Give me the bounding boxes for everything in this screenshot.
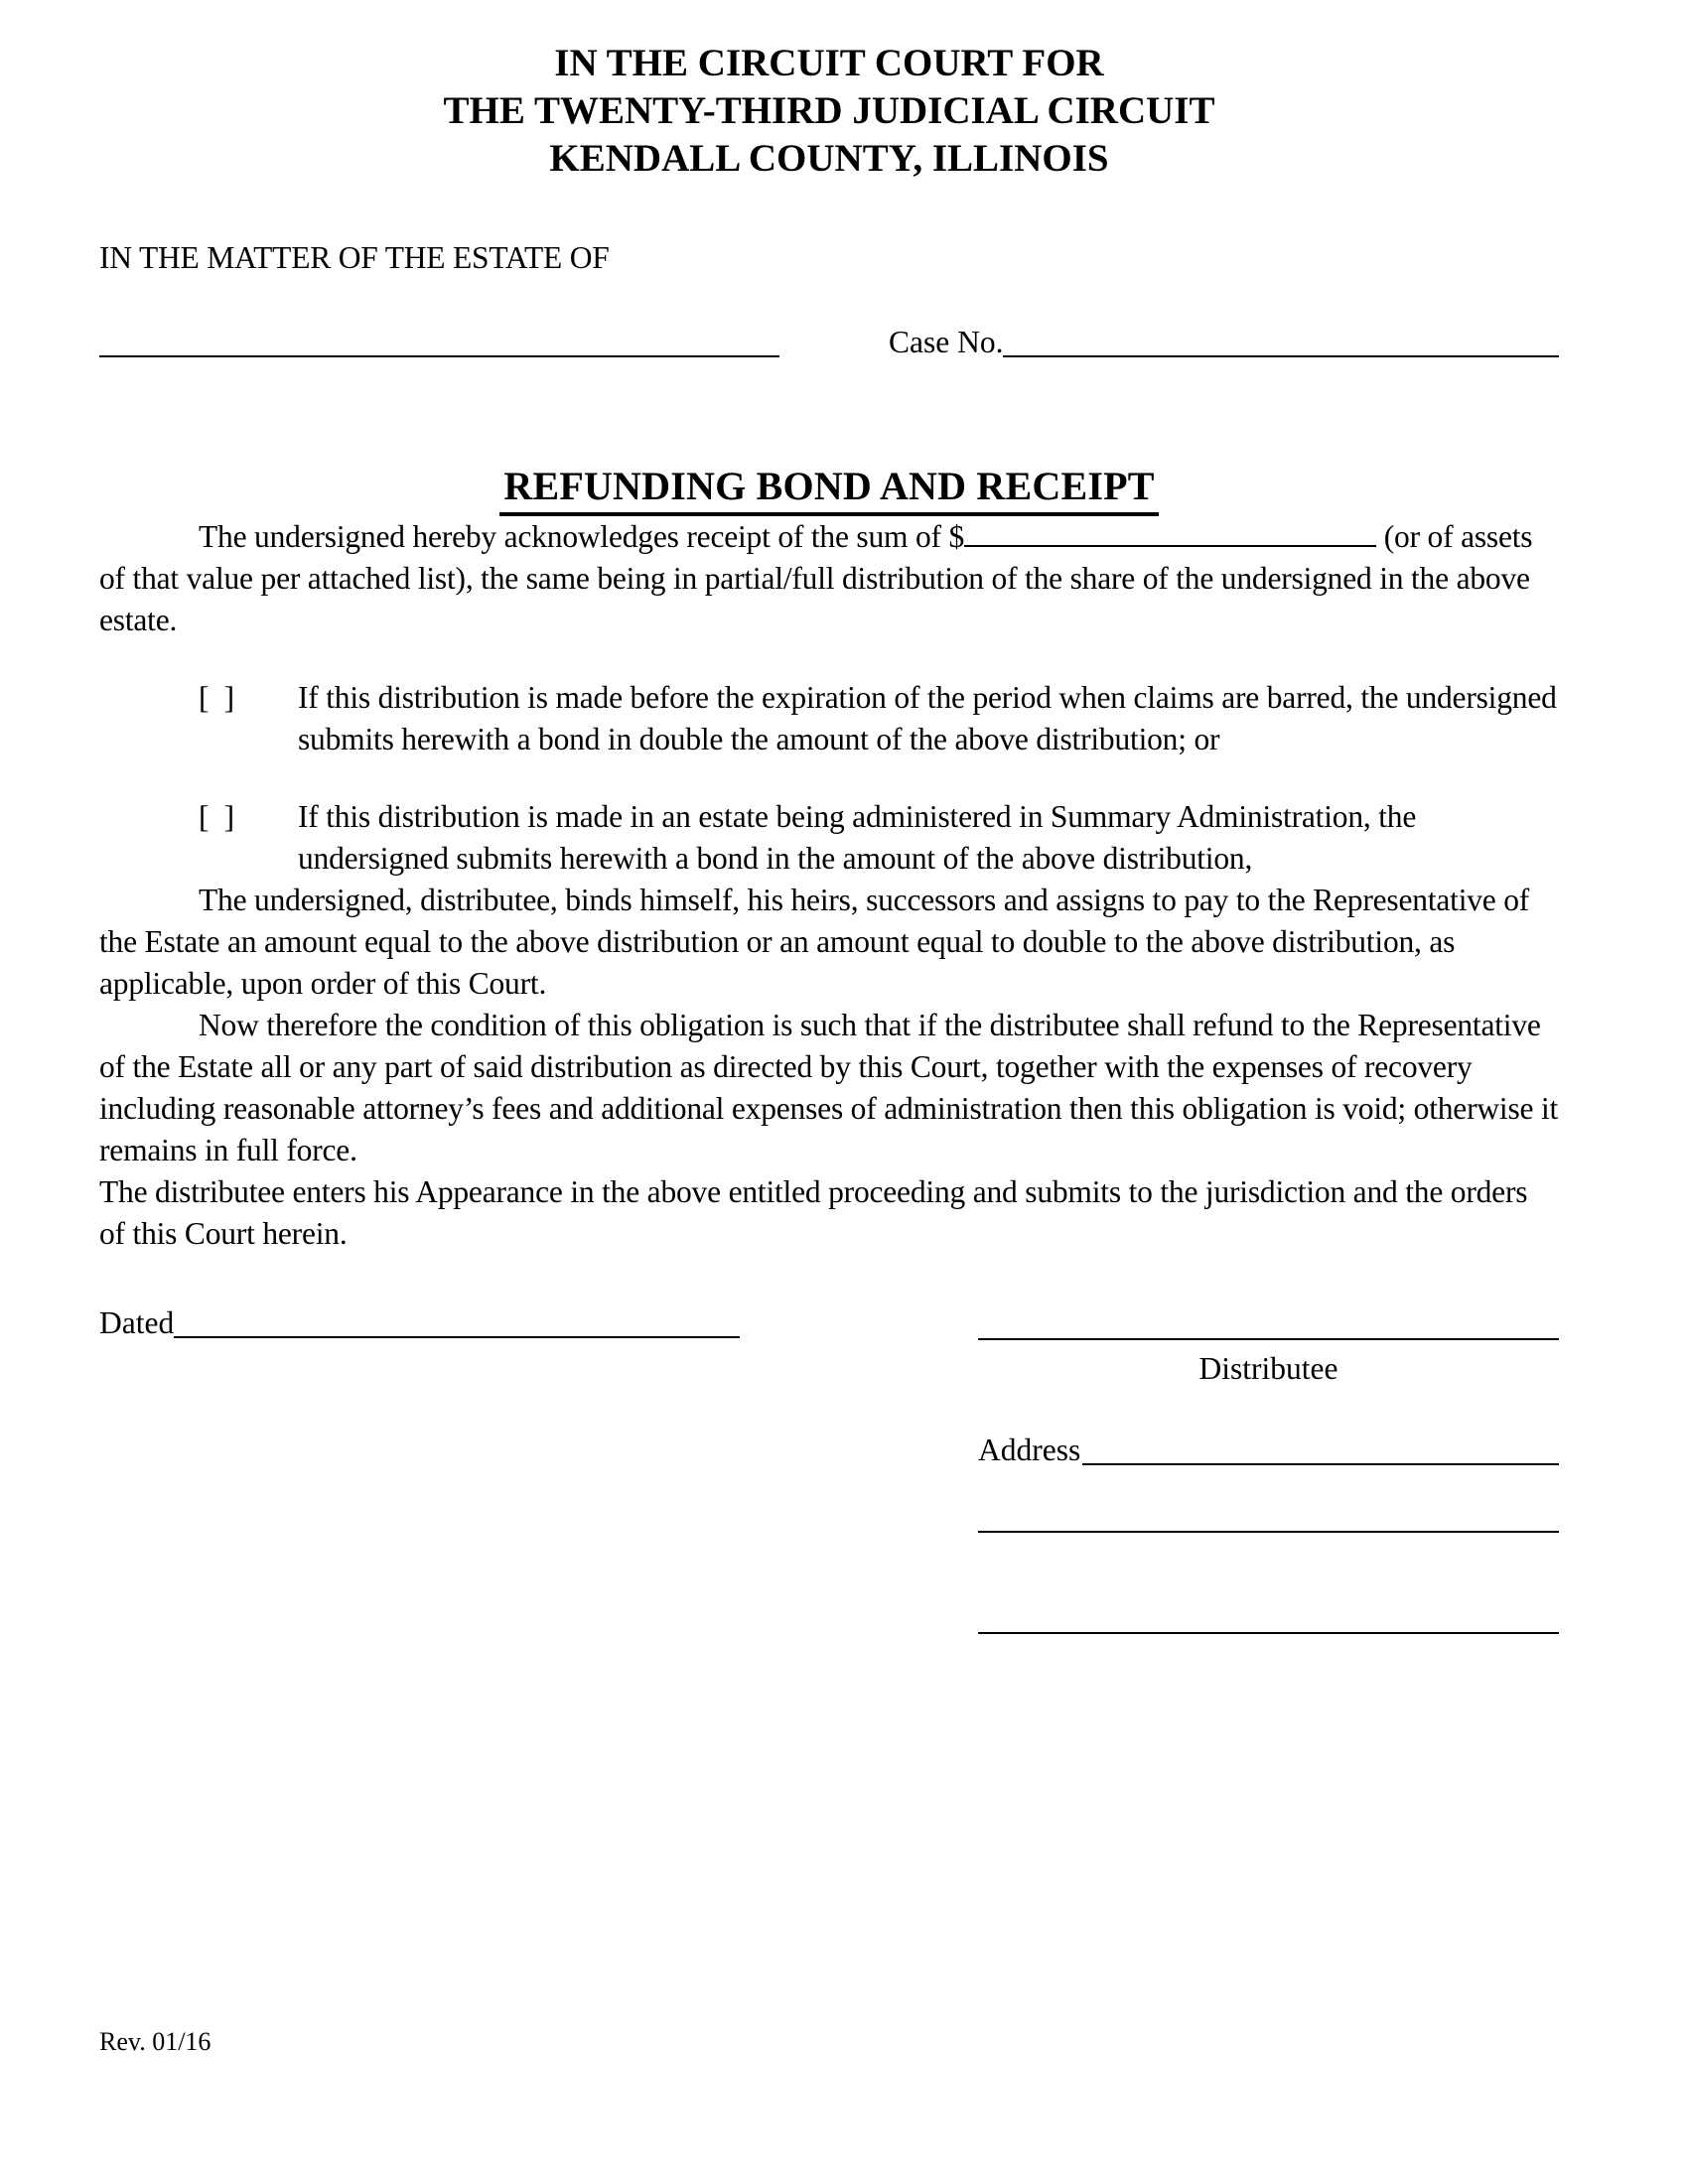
- receipt-text-before: The undersigned hereby acknowledges receipt of the sum of $: [199, 519, 965, 554]
- dated-row: [99, 1302, 740, 1344]
- condition-text-1: If this distribution is made before the expiration of the period when claims are barred, the undersigned submits herewith a bond in double the amount of the above distribution; or: [298, 680, 1557, 756]
- sum-amount-blank[interactable]: [964, 545, 1376, 547]
- condition-item-1: [99, 677, 1559, 760]
- receipt-text-after: (or of assets of that value per attached list), the same being in partial/full distribution of the share of the undersigned in the above estate.: [99, 519, 1533, 637]
- condition-text-2: If this distribution is made in an estate being administered in Summary Administration, the undersigned submits herewith a bond in the amount of the above distribution,: [298, 799, 1417, 876]
- dated-label: Dated: [99, 1305, 175, 1340]
- estate-name-blank[interactable]: [99, 355, 779, 357]
- checkbox-bracket-2[interactable]: [ ]: [199, 799, 234, 834]
- address-row: [978, 1430, 1559, 1471]
- case-no-blank[interactable]: [1003, 355, 1559, 357]
- revision-note: Rev. 01/16: [99, 2027, 211, 2056]
- estate-of-caption: IN THE MATTER OF THE ESTATE OF: [99, 240, 610, 275]
- court-header-line-2: THE TWENTY-THIRD JUDICIAL CIRCUIT: [443, 89, 1215, 132]
- distributee-signature-blank[interactable]: [978, 1302, 1559, 1340]
- case-caption-row: [99, 322, 1559, 363]
- signature-section: [99, 1302, 1559, 1634]
- binds-paragraph: The undersigned, distributee, binds himself, his heirs, successors and assigns to pay to the Representative of the Estate an amount equal to the above distribution or an amount equal to double to the above distribution, as applicable, upon order of this Court.: [99, 883, 1530, 1001]
- receipt-paragraph: [99, 516, 1559, 641]
- court-header-line-3: KENDALL COUNTY, ILLINOIS: [549, 137, 1109, 180]
- address-label: Address: [978, 1433, 1081, 1467]
- address-blank-line-3[interactable]: [978, 1632, 1559, 1634]
- appearance-paragraph: The distributee enters his Appearance in the above entitled proceeding and submits to the jurisdiction and the orders of this Court herein.: [99, 1174, 1528, 1251]
- distributee-label: Distributee: [1198, 1351, 1338, 1386]
- court-header-line-1: IN THE CIRCUIT COURT FOR: [554, 42, 1104, 84]
- condition-paragraph: Now therefore the condition of this obligation is such that if the distributee shall refund to the Representative of the Estate all or any part of said distribution as directed by this Court, together with the expenses of recovery including reasonable attorney’s fees and additional expenses of administration then this obligation is void; otherwise it remains in full force.: [99, 1008, 1559, 1167]
- distributee-signature-block: [978, 1302, 1559, 1634]
- case-no-group: [889, 322, 1559, 363]
- court-header: [99, 40, 1559, 183]
- checkbox-bracket-1[interactable]: [ ]: [199, 680, 234, 715]
- title-row: [99, 463, 1559, 516]
- address-blank[interactable]: [1082, 1463, 1559, 1465]
- dated-blank[interactable]: [174, 1336, 740, 1338]
- condition-item-2: [99, 796, 1559, 880]
- address-blank-line-2[interactable]: [978, 1531, 1559, 1533]
- form-title: REFUNDING BOND AND RECEIPT: [499, 463, 1158, 516]
- case-no-label: Case No.: [889, 325, 1004, 359]
